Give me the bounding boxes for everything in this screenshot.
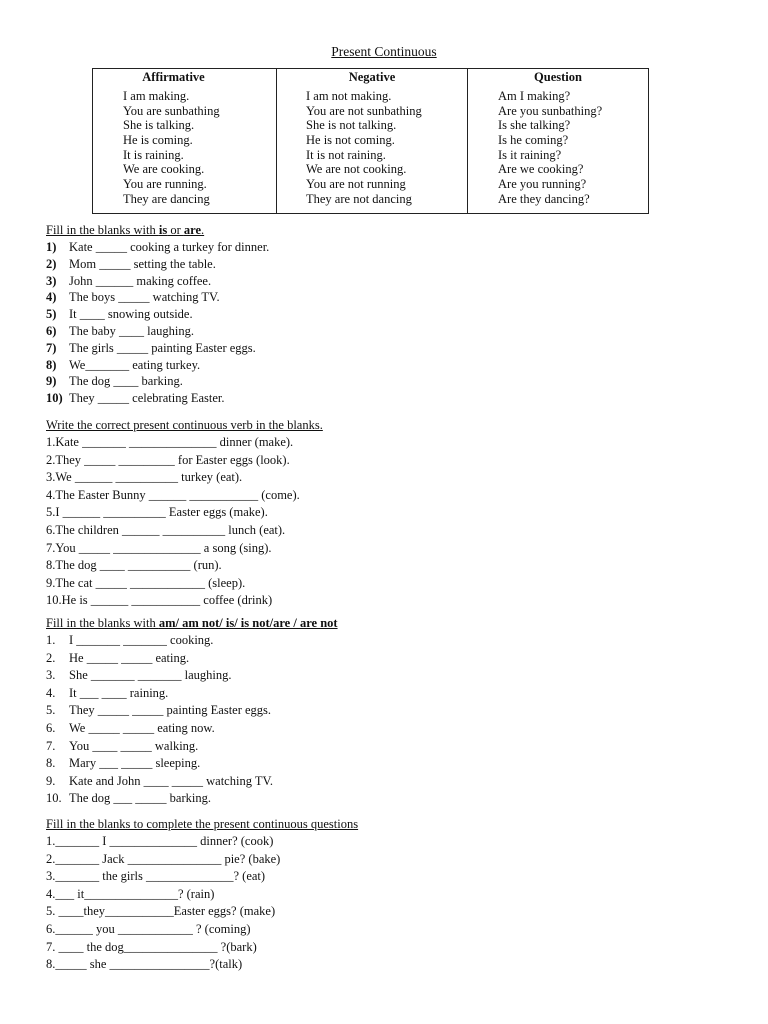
list-item: Am I making? (498, 89, 571, 103)
item-number: 10. (46, 791, 62, 806)
list-item (46, 667, 726, 685)
item-text: She _______ _______ laughing. (69, 668, 232, 683)
conjugation-table (92, 68, 649, 214)
list-item (46, 685, 726, 703)
list-item: 8._____ she ________________?(talk) (46, 957, 243, 972)
list-item: 1._______ I ______________ dinner? (cook) (46, 834, 274, 848)
list-item: 5.I ______ __________ Easter eggs (make). (46, 505, 268, 520)
item-number: 1) (46, 240, 57, 254)
list-item: 4.The Easter Bunny ______ ___________ (come). (46, 487, 300, 502)
list-item: I am not making. (306, 89, 392, 103)
list-item: Are we cooking? (498, 162, 584, 177)
list-item (46, 306, 726, 323)
item-text: Kate _____ cooking a turkey for dinner. (69, 240, 270, 254)
question-heading: Question (534, 70, 582, 84)
exercise-is-are (46, 222, 726, 407)
list-item (46, 373, 726, 390)
list-item: She is not talking. (306, 118, 397, 133)
list-item: Are you running? (498, 177, 587, 192)
item-number: 3. (46, 668, 56, 683)
item-text: The girls _____ painting Easter eggs. (69, 340, 256, 355)
item-number: 3) (46, 273, 57, 288)
item-number: 8) (46, 357, 57, 372)
list-item: They are dancing (123, 191, 210, 206)
item-text: They _____ celebrating Easter. (69, 391, 225, 406)
item-text: You ____ _____ walking. (69, 738, 199, 753)
list-item (46, 340, 726, 357)
exercise-questions-title: Fill in the blanks to complete the present continuous questions (46, 817, 359, 831)
list-item (46, 357, 726, 374)
list-item (46, 720, 726, 738)
list-item: It is not raining. (306, 147, 386, 162)
exercise-am-is-are-list (46, 632, 726, 808)
list-item (46, 738, 726, 756)
item-number: 4) (46, 290, 57, 305)
list-item (46, 256, 726, 273)
item-text: Mary ___ _____ sleeping. (69, 756, 201, 771)
list-item: Are they dancing? (498, 191, 590, 206)
list-item: 7.You _____ ______________ a song (sing). (46, 540, 272, 555)
item-number: 5. (46, 703, 56, 718)
affirmative-column (93, 69, 276, 213)
negative-list (277, 89, 467, 207)
list-item: 4.___ it_______________? (rain) (46, 886, 215, 901)
list-item (46, 289, 726, 306)
list-item: You are sunbathing (123, 103, 220, 118)
item-text: The dog ___ _____ barking. (69, 791, 211, 806)
affirmative-heading: Affirmative (142, 70, 205, 84)
list-item (46, 632, 726, 650)
list-item: 2._______ Jack _______________ pie? (bake) (46, 851, 281, 866)
list-item: You are running. (123, 177, 207, 192)
list-item: You are not running (306, 177, 406, 192)
list-item: Are you sunbathing? (498, 103, 603, 118)
exercise-verb-title: Write the correct present continuous verb in the blanks. (46, 418, 323, 432)
item-text: It ___ ____ raining. (69, 685, 169, 700)
item-number: 1. (46, 633, 56, 647)
list-item: 7. ____ the dog_______________ ?(bark) (46, 939, 257, 954)
affirmative-list (93, 89, 276, 207)
item-number: 2. (46, 650, 56, 665)
question-column (467, 69, 648, 213)
list-item: 9.The cat _____ ____________ (sleep). (46, 575, 246, 590)
item-number: 6. (46, 720, 56, 735)
list-item: 6.______ you ____________ ? (coming) (46, 921, 251, 936)
list-item (46, 702, 726, 720)
list-item: They are not dancing (306, 191, 412, 206)
list-item (46, 323, 726, 340)
list-item: 6.The children ______ __________ lunch (eat). (46, 522, 286, 537)
negative-column (276, 69, 467, 213)
list-item: You are not sunbathing (306, 103, 422, 118)
item-text: They _____ _____ painting Easter eggs. (69, 703, 272, 718)
exercise-am-is-are-title: Fill in the blanks with am/ am not/ is/ is not/are / are not (46, 616, 338, 630)
item-number: 7) (46, 340, 57, 355)
list-item (46, 755, 726, 773)
item-number: 2) (46, 256, 57, 271)
list-item: 3.We ______ __________ turkey (eat). (46, 470, 243, 485)
list-item: We are cooking. (123, 162, 205, 177)
exercise-questions-list (46, 833, 726, 974)
list-item (46, 239, 726, 256)
list-item (46, 273, 726, 290)
item-text: John ______ making coffee. (69, 273, 212, 288)
list-item (46, 650, 726, 668)
list-item: She is talking. (123, 118, 195, 133)
item-number: 6) (46, 323, 57, 338)
item-text: The boys _____ watching TV. (69, 290, 220, 305)
item-number: 4. (46, 685, 56, 700)
item-text: He _____ _____ eating. (69, 650, 190, 665)
negative-heading: Negative (348, 70, 396, 84)
list-item (46, 790, 726, 808)
item-text: Kate and John ____ _____ watching TV. (69, 773, 274, 788)
list-item (46, 773, 726, 791)
list-item: 5. ____they___________Easter eggs? (make) (46, 904, 276, 919)
list-item: We are not cooking. (306, 162, 407, 177)
worksheet-title: Present Continuous (331, 44, 437, 59)
exercise-am-is-are (46, 615, 726, 808)
item-number: 5) (46, 307, 57, 322)
item-number: 9. (46, 773, 56, 788)
item-text: I _______ _______ cooking. (69, 633, 214, 647)
list-item: 2.They _____ _________ for Easter eggs (look). (46, 452, 290, 467)
item-text: We _____ _____ eating now. (69, 720, 215, 735)
list-item: Is it raining? (498, 147, 562, 162)
list-item: 8.The dog ____ __________ (run). (46, 558, 222, 573)
item-text: The dog ____ barking. (69, 374, 183, 389)
list-item: I am making. (123, 89, 190, 103)
item-number: 9) (46, 374, 57, 389)
exercise-verb (46, 417, 726, 610)
list-item: He is coming. (123, 133, 193, 148)
question-list (468, 89, 648, 207)
item-text: Mom _____ setting the table. (69, 256, 216, 271)
list-item: 3._______ the girls ______________? (eat) (46, 869, 266, 884)
exercise-questions (46, 816, 726, 974)
list-item: 10.He is ______ ___________ coffee (drink) (46, 593, 273, 608)
list-item: He is not coming. (306, 133, 395, 148)
item-number: 10) (46, 391, 63, 406)
exercise-is-are-list (46, 239, 726, 407)
item-text: The baby ____ laughing. (69, 323, 194, 338)
item-number: 7. (46, 738, 56, 753)
exercise-is-are-title: Fill in the blanks with is or are. (46, 223, 205, 237)
list-item: Is he coming? (498, 133, 569, 148)
list-item (46, 390, 726, 407)
list-item: 1.Kate _______ ______________ dinner (make). (46, 435, 294, 449)
list-item: Is she talking? (498, 118, 571, 133)
exercise-verb-list (46, 434, 726, 610)
item-number: 8. (46, 756, 56, 771)
list-item: It is raining. (123, 147, 184, 162)
item-text: We_______ eating turkey. (69, 357, 201, 372)
item-text: It ____ snowing outside. (69, 307, 193, 322)
